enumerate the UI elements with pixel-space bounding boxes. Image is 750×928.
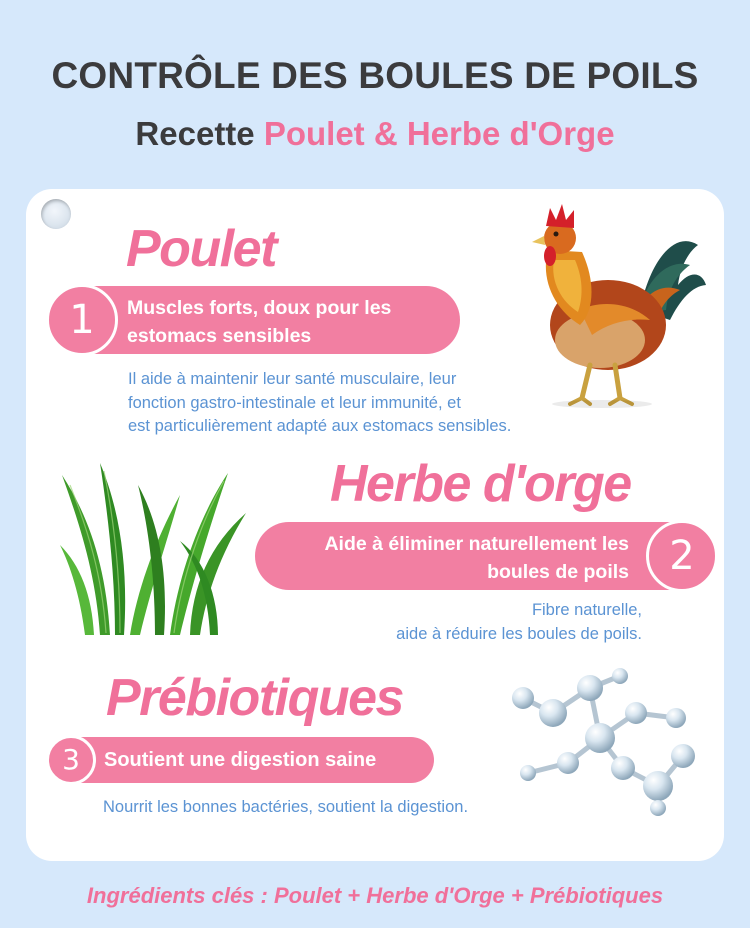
- description-line: est particulièrement adapté aux estomacs sensibles.: [128, 417, 512, 435]
- number-badge-2: 2: [646, 520, 718, 592]
- description-prebiotiques: [103, 796, 468, 820]
- benefit-line: Aide à éliminer naturellement les: [324, 533, 629, 555]
- section-title-herbe-dorge: Herbe d'orge: [330, 455, 631, 513]
- subtitle-highlight: Poulet & Herbe d'Orge: [263, 115, 615, 152]
- description-line: fonction gastro-intestinale et leur immunité, et: [128, 393, 461, 412]
- benefit-pill-herbe-dorge: [255, 522, 711, 590]
- page-subtitle: [0, 115, 750, 153]
- benefit-pill-prebiotiques: [50, 737, 434, 783]
- molecule-icon: [508, 668, 704, 818]
- description-line: Fibre naturelle,: [531, 601, 642, 619]
- section-title-prebiotiques: Prébiotiques: [106, 669, 403, 727]
- section-title-poulet: Poulet: [126, 220, 276, 278]
- subtitle-prefix: Recette: [135, 115, 255, 152]
- number-badge-3: 3: [46, 735, 96, 785]
- description-poulet: [128, 368, 511, 439]
- description-herbe-dorge: [330, 599, 642, 646]
- page-title: CONTRÔLE DES BOULES DE POILS: [51, 55, 699, 96]
- benefit-line: boules de poils: [487, 561, 629, 583]
- benefit-line: Soutient une digestion saine: [104, 749, 377, 771]
- footer-key-ingredients: Ingrédients clés : Poulet + Herbe d'Orge + Prébiotiques: [86, 883, 664, 908]
- number-badge-1: 1: [46, 284, 118, 356]
- description-line: Il aide à maintenir leur santé musculaire, leur: [128, 370, 457, 388]
- benefit-line: Muscles forts, doux pour les: [127, 297, 392, 319]
- rooster-icon: [520, 190, 710, 410]
- barley-grass-icon: [60, 455, 250, 640]
- description-line: aide à réduire les boules de poils.: [396, 624, 642, 643]
- benefit-line: estomacs sensibles: [127, 325, 312, 347]
- card-hole: [41, 199, 71, 229]
- description-line: Nourrit les bonnes bactéries, soutient la digestion.: [103, 798, 469, 816]
